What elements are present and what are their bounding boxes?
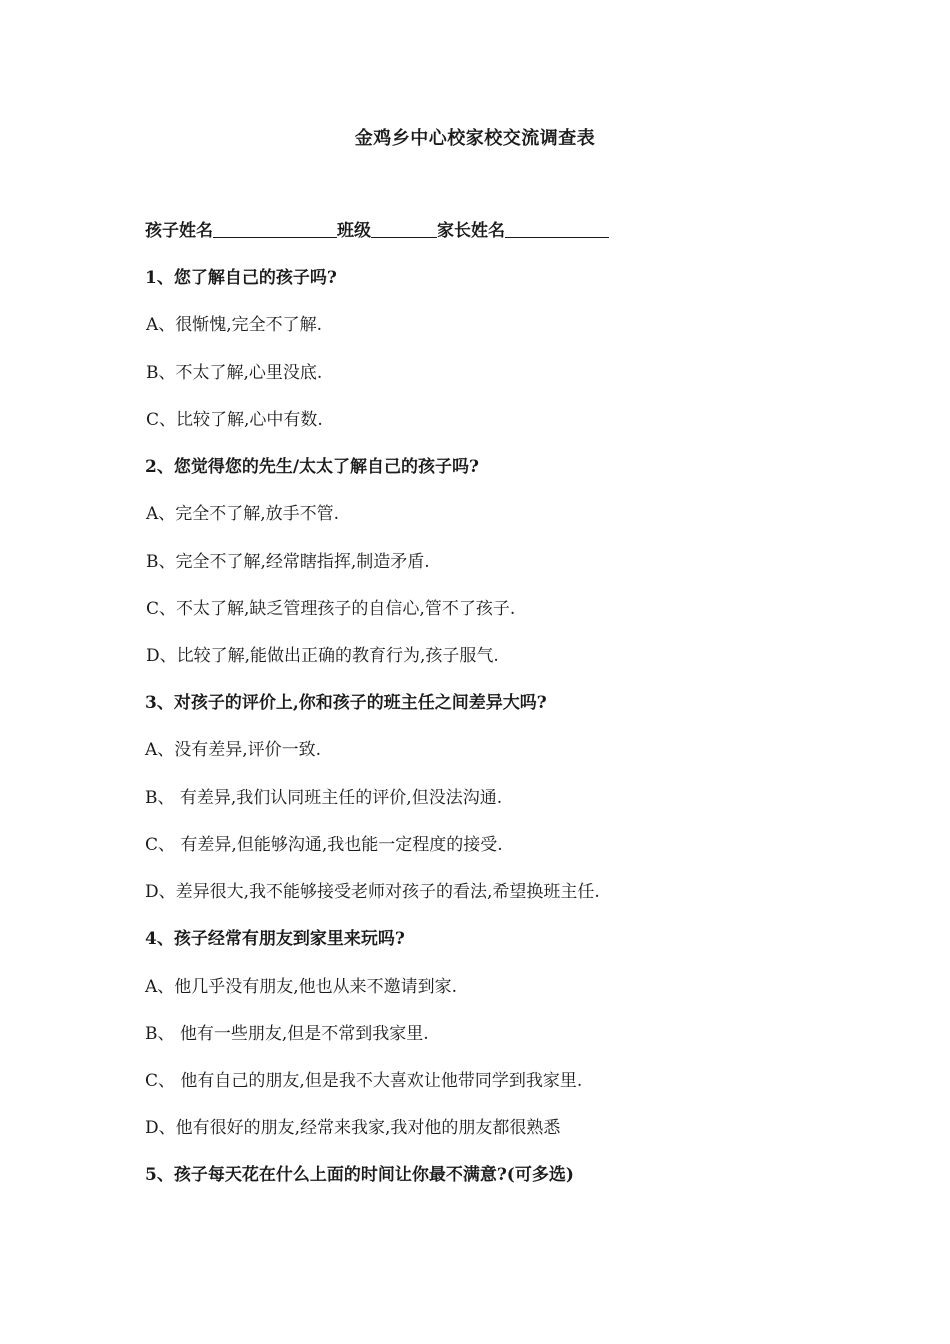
option-4b: B、 他有一些朋友,但是不常到我家里. <box>145 1024 429 1044</box>
option-1c: C、比较了解,心中有数. <box>146 410 323 430</box>
option-4a: A、他几乎没有朋友,他也从来不邀请到家. <box>145 977 458 997</box>
option-3b: B、 有差异,我们认同班主任的评价,但没法沟通. <box>145 788 503 808</box>
option-2a: A、完全不了解,放手不管. <box>146 504 340 524</box>
option-3c: C、 有差异,但能够沟通,我也能一定程度的接受. <box>145 835 503 855</box>
info-line <box>145 219 609 243</box>
parent-name-label: 家长姓名 <box>437 221 505 241</box>
question-5: 5、孩子每天花在什么上面的时间让你最不满意?(可多选) <box>145 1165 574 1185</box>
question-3: 3、对孩子的评价上,你和孩子的班主任之间差异大吗? <box>145 693 547 713</box>
question-2: 2、您觉得您的先生/太太了解自己的孩子吗? <box>145 457 479 477</box>
question-1: 1、您了解自己的孩子吗? <box>145 268 337 288</box>
option-4c: C、 他有自己的朋友,但是我不大喜欢让他带同学到我家里. <box>145 1071 583 1091</box>
class-blank[interactable] <box>371 219 437 238</box>
question-4: 4、孩子经常有朋友到家里来玩吗? <box>145 929 405 949</box>
page-title: 金鸡乡中心校家校交流调查表 <box>354 128 596 149</box>
option-2d: D、比较了解,能做出正确的教育行为,孩子服气. <box>146 646 499 666</box>
class-label: 班级 <box>337 221 371 241</box>
option-3d: D、差异很大,我不能够接受老师对孩子的看法,希望换班主任. <box>145 882 600 902</box>
option-2c: C、不太了解,缺乏管理孩子的自信心,管不了孩子. <box>146 599 516 619</box>
option-4d: D、他有很好的朋友,经常来我家,我对他的朋友都很熟悉 <box>145 1118 561 1138</box>
option-1b: B、不太了解,心里没底. <box>146 363 323 383</box>
parent-name-blank[interactable] <box>505 219 609 238</box>
child-name-label: 孩子姓名 <box>145 221 213 241</box>
option-1a: A、很惭愧,完全不了解. <box>146 315 323 335</box>
option-3a: A、没有差异,评价一致. <box>145 740 322 760</box>
option-2b: B、完全不了解,经常瞎指挥,制造矛盾. <box>146 552 430 572</box>
child-name-blank[interactable] <box>213 219 337 238</box>
